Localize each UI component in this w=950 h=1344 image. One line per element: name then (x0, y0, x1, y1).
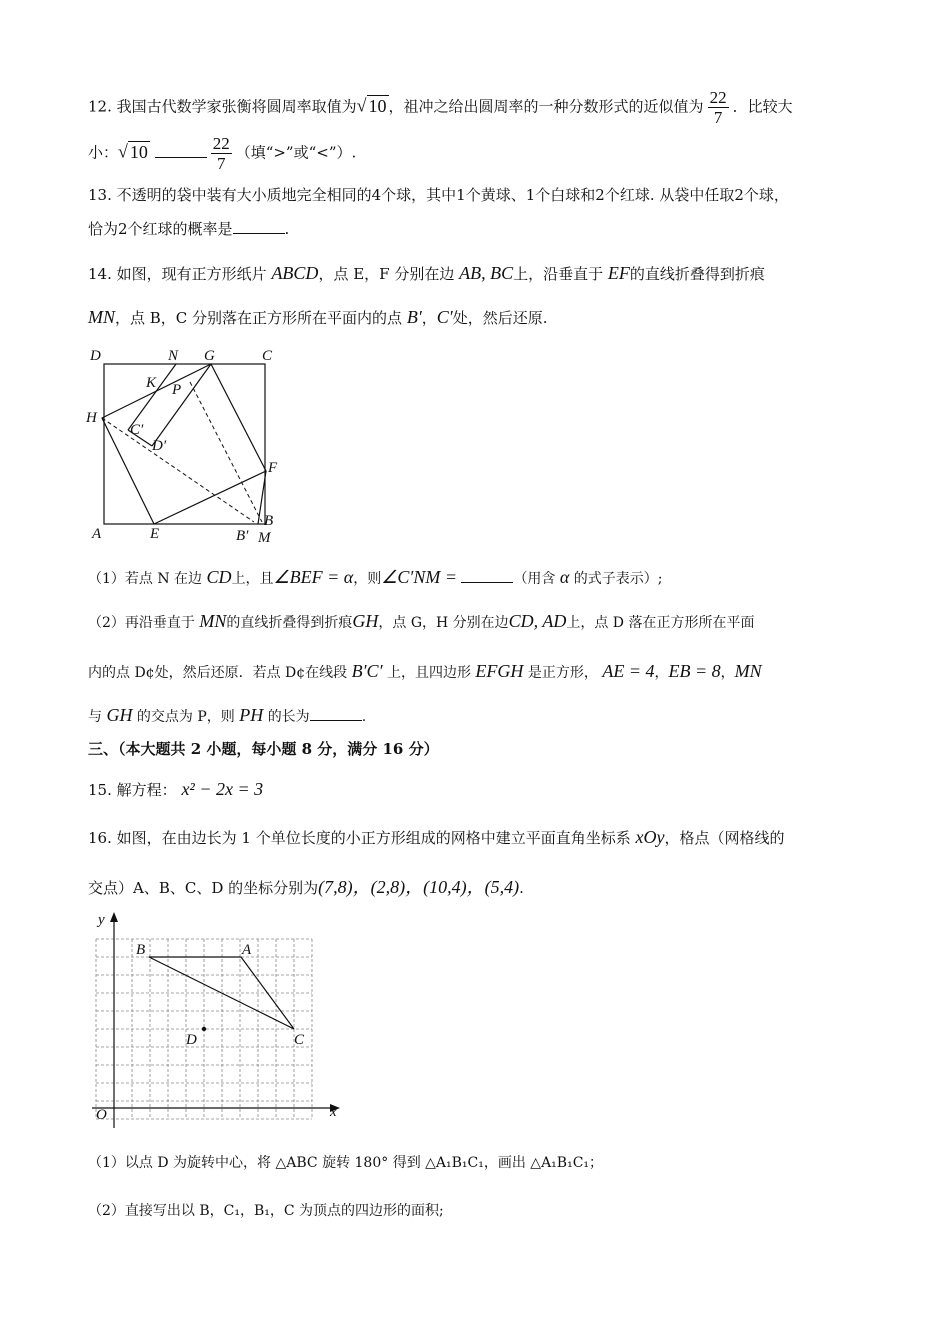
q12-text4: 小： (88, 143, 119, 162)
q12-answer-blank[interactable] (155, 143, 207, 158)
label-cprime: C′ (130, 422, 144, 438)
crease-segment-nk (128, 364, 176, 430)
q13-line2 (88, 218, 289, 240)
q12-frac-num: 22 (709, 88, 727, 107)
q14-line2 (88, 306, 548, 329)
q16-text1: 如图，在由边长为 1 个单位长度的小正方形组成的网格中建立平面直角坐标系 (116, 829, 631, 847)
q14-p2-comma: ， (654, 665, 669, 681)
q12-text3: ．比较大 (732, 97, 793, 116)
q16-text3: 交点）A、B、C、D 的坐标分别为 (88, 879, 319, 897)
q12-fraction (708, 88, 729, 127)
square-efgh (102, 364, 266, 524)
q14-abbc: AB, BC (459, 263, 514, 283)
q14-p1-text-c: ，则 (353, 571, 382, 587)
q12-frac-den: 7 (713, 108, 723, 127)
y-axis-arrow-icon (110, 912, 118, 922)
q14-p2-eb: EB = 8 (668, 661, 721, 681)
q14-line1 (88, 262, 765, 285)
q14-p2-gh2: GH (106, 705, 133, 725)
q14-text2: ，点 E，F 分别在边 (318, 265, 455, 283)
label-h: H (86, 410, 97, 426)
label-o: O (96, 1107, 107, 1123)
q12-sqrt2-value: 10 (129, 141, 148, 162)
q12-text1: 我国古代数学家张衡将圆周率取值为 (116, 97, 357, 116)
q12-fraction2 (211, 134, 232, 173)
q12-frac2-num: 22 (212, 134, 230, 153)
section-3-heading: 三、（本大题共 2 小题，每小题 8 分，满分 16 分） (88, 740, 439, 758)
q16-coords: (7,8)，(2,8)，(10,4)，(5,4) (318, 877, 520, 897)
q12-sqrt2: √ 10 (118, 141, 148, 162)
label-c16: C (294, 1032, 305, 1048)
label-x: x (330, 1104, 337, 1120)
q12-line2 (88, 134, 356, 173)
q14-p2-mn2: MN (734, 661, 762, 681)
q14-part2-line3 (88, 704, 366, 728)
label-c: C (262, 348, 273, 364)
label-b: B (264, 513, 274, 529)
label-n: N (168, 348, 179, 364)
q14-p1-text-e: 的式子表示）; (573, 571, 663, 587)
point-d (202, 1027, 206, 1031)
label-k: K (146, 375, 157, 391)
q14-comma: ， (421, 309, 437, 327)
q12-line1 (88, 88, 793, 127)
q16-line2 (88, 876, 524, 899)
label-y: y (98, 912, 105, 928)
q14-part2-line1 (88, 610, 754, 634)
q14-part2-line2 (88, 660, 762, 684)
q14-p1-answer-blank[interactable] (461, 568, 513, 583)
q13-text1: 不透明的袋中装有大小质地完全相同的4个球，其中1个黄球、1个白球和2个红球. 从袋中任取2个球， (116, 186, 789, 204)
q14-p1-text-a: （1）若点 N 在边 (88, 571, 203, 587)
q15-line (88, 778, 263, 801)
q14-p2-cdad: CD, AD (508, 611, 567, 631)
q14-p2-text-f: 上，且四边形 (386, 665, 471, 681)
q14-p2-text-j: 的长为 (267, 709, 310, 725)
q14-abcd: ABCD (271, 263, 319, 283)
q14-p2-bc: B′C′ (351, 661, 383, 681)
q16-end: . (519, 879, 524, 897)
q14-p2-ph: PH (239, 705, 264, 725)
q14-text1: 如图，现有正方形纸片 (116, 265, 267, 283)
q14-p1-angle2: ∠C′NM = (381, 567, 457, 587)
q15-text: 解方程： (116, 781, 177, 799)
q16-figure (84, 908, 354, 1138)
q14-p2-ae: AE = 4 (602, 661, 655, 681)
label-e: E (150, 526, 160, 542)
q14-text4: 的直线折叠得到折痕 (629, 265, 765, 283)
q14-p2-text-i: 的交点为 P，则 (136, 709, 235, 725)
q12-frac2-den: 7 (216, 154, 226, 173)
q13-line1 (88, 184, 789, 206)
q14-part1 (88, 566, 663, 590)
q14-p1-text-d: （用含 (513, 571, 556, 587)
q14-p1-cd: CD (206, 567, 232, 587)
dashed-h-bprime (102, 418, 254, 522)
q16-line1 (88, 826, 785, 849)
q14-text6: 处，然后还原. (452, 309, 548, 327)
square-abcd (104, 364, 265, 524)
q12-text2: ，祖冲之给出圆周率的一种分数形式的近似值为 (388, 97, 704, 116)
q15-number: 15. (88, 781, 112, 799)
q14-p2-text-g: 是正方形， (527, 665, 598, 681)
q14-p2-end: . (361, 709, 367, 725)
label-g: G (204, 348, 215, 364)
q14-number: 14. (88, 265, 112, 283)
q14-mn: MN (88, 307, 115, 327)
q14-figure (80, 342, 290, 547)
q13-end: . (284, 220, 290, 238)
q13-number: 13. (88, 186, 112, 204)
q14-p2-text-d: 上，点 D 落在正方形所在平面 (566, 615, 755, 631)
q14-p1-text-b: 上，且 (231, 571, 274, 587)
q14-p2-answer-blank[interactable] (310, 706, 362, 721)
q13-answer-blank[interactable] (233, 219, 285, 234)
label-d16: D (186, 1032, 197, 1048)
q16-part1: （1）以点 D 为旋转中心，将 △ABC 旋转 180° 得到 △A₁B₁C₁，画出 △A₁B₁C₁； (88, 1155, 604, 1171)
q14-p2-text-b: 的直线折叠得到折痕 (226, 615, 353, 631)
label-dprime: D′ (152, 438, 167, 454)
label-m: M (258, 530, 271, 546)
q14-cprime: C′ (436, 307, 453, 327)
label-p: P (172, 382, 182, 398)
q12-sqrt-value: 10 (368, 95, 387, 116)
label-a16: A (242, 942, 252, 958)
q16-part2: （2）直接写出以 B，C₁，B₁，C 为顶点的四边形的面积; (88, 1203, 444, 1219)
q14-p2-text-e: 内的点 D¢处，然后还原．若点 D¢在线段 (88, 665, 348, 681)
q12-sqrt: √ 10 (356, 95, 387, 116)
q14-ef: EF (607, 263, 630, 283)
q14-p1-angle: ∠BEF = α (273, 567, 354, 587)
q14-p2-text-h: 与 (88, 709, 102, 725)
label-f: F (268, 460, 278, 476)
q14-p2-comma2: ， (720, 665, 735, 681)
label-bprime: B′ (236, 528, 249, 544)
q14-p2-gh: GH (352, 611, 379, 631)
q13-text2: 恰为2个红球的概率是 (88, 220, 233, 238)
q14-p2-efgh: EFGH (475, 661, 524, 681)
q14-text5: ，点 B，C 分别落在正方形所在平面内的点 (115, 309, 403, 327)
q16-text2: ，格点（网格线的 (664, 829, 785, 847)
label-a: A (92, 526, 102, 542)
segment-dprime-g (152, 364, 211, 446)
q15-equation: x² − 2x = 3 (181, 779, 264, 799)
label-b16: B (136, 942, 146, 958)
q14-p2-text-c: ，点 G，H 分别在边 (378, 615, 509, 631)
q16-number: 16. (88, 829, 112, 847)
label-d: D (90, 348, 101, 364)
q14-p2-mn: MN (199, 611, 227, 631)
q14-p2-text-a: （2）再沿垂直于 (88, 615, 195, 631)
q12-text5: （填“>”或“<”）. (235, 143, 357, 162)
q12-number: 12. (88, 97, 112, 116)
q14-p1-alpha: α (559, 567, 570, 587)
q14-bprime: B′ (406, 307, 422, 327)
dashed-mn (190, 382, 262, 522)
q14-text3: 上，沿垂直于 (513, 265, 604, 283)
q16-xoy: xOy (635, 827, 665, 847)
